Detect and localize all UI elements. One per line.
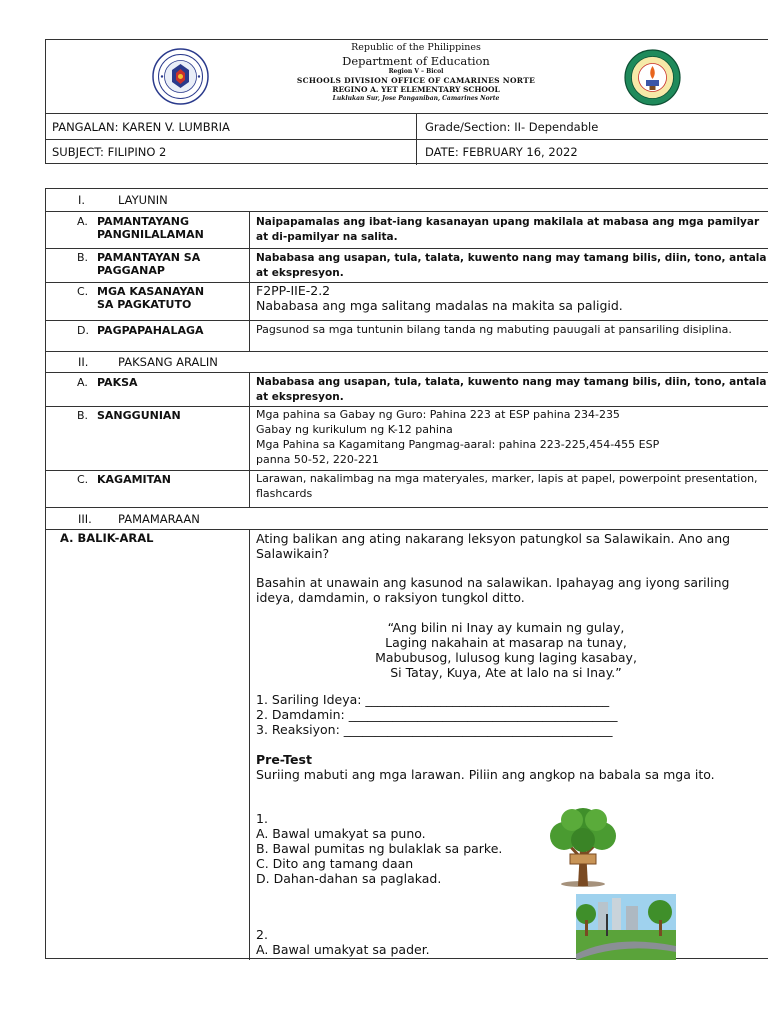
name-grade-row <box>46 114 768 140</box>
school-header <box>45 39 768 164</box>
item-number: 1. <box>256 811 268 826</box>
competency-text: Nababasa ang mga salitang madalas na makita sa paligid. <box>256 298 623 313</box>
section-layunin-heading: I. LAYUNIN <box>78 193 168 207</box>
balik-aral-instruction: Basahin at unawain ang kasunod na salawikan. Ipahayag ang iyong sariling ideya, damdamin, o raksiyon tungkol ditto. <box>256 575 730 605</box>
poem-line: Laging nakahain at masarap na tunay, <box>385 635 627 650</box>
pretest-item-1 <box>256 811 556 886</box>
row-divider <box>46 372 768 373</box>
value-mga-kasanayan <box>256 283 768 313</box>
question-reaksiyon: 3. Reaksiyon: ___________________________________________ <box>256 722 613 737</box>
pretest-item-2 <box>256 927 556 957</box>
row-divider <box>46 529 768 530</box>
row-divider <box>46 248 768 249</box>
region-line: Region V – Bicol <box>388 68 444 75</box>
deped-seal-icon <box>152 48 209 105</box>
park-picture <box>576 894 676 960</box>
section-pamamaraan-heading: III. PAMAMARAAN <box>78 512 200 526</box>
column-divider <box>249 211 250 351</box>
reference-line: Gabay ng kurikulum ng K-12 pahina <box>256 423 453 436</box>
label-balik-aral: A. BALIK-ARAL <box>60 531 154 545</box>
poem-line: Mabubusog, lulusog kung laging kasabay, <box>375 650 637 665</box>
balik-aral-intro: Ating balikan ang ating nakarang leksyon patungkol sa Salawikain. Ano ang Salawikain? <box>256 531 731 561</box>
label-pamantayan-sa-pagganap: B. PAMANTAYAN SA PAGGANAP <box>77 251 201 277</box>
value-kagamitan: Larawan, nakalimbag na mga materyales, marker, lapis at papel, powerpoint presentation, flashcards <box>256 472 758 500</box>
lesson-plan-table <box>45 188 768 959</box>
row-divider <box>46 507 768 508</box>
reflection-questions <box>256 692 768 737</box>
republic-line: Republic of the Philippines <box>351 42 481 53</box>
label-kagamitan: C. KAGAMITAN <box>77 473 171 486</box>
value-pamantayan-sa-pagganap: Nababasa ang usapan, tula, talata, kuwento nang may tamang bilis, diin, tono, antala at ekspresyon. <box>256 252 767 279</box>
salawikain-poem <box>256 620 756 680</box>
department-line: Department of Education <box>342 54 490 68</box>
reference-line: panna 50-52, 220-221 <box>256 453 379 466</box>
row-divider <box>46 351 768 352</box>
column-divider <box>416 139 417 165</box>
competency-code: F2PP-IIE-2.2 <box>256 283 331 298</box>
letterhead <box>46 40 768 114</box>
value-pamantayang-pangnilalaman: Naipapamalas ang ibat-iang kasanayan upang makilala at mabasa ang mga pamilyar at di-pamilyar na salita. <box>256 216 760 243</box>
row-divider <box>46 320 768 321</box>
student-name: PANGALAN: KAREN V. LUMBRIA <box>52 120 230 134</box>
poem-line: Si Tatay, Kuya, Ate at lalo na si Inay.” <box>390 665 622 680</box>
subject: SUBJECT: FILIPINO 2 <box>52 145 167 159</box>
pretest-instruction: Suriing mabuti ang mga larawan. Piliin ang angkop na babala sa mga ito. <box>256 767 715 782</box>
reference-line: Mga pahina sa Gabay ng Guro: Pahina 223 at ESP pahina 234-235 <box>256 408 620 421</box>
column-divider <box>249 529 250 960</box>
choice: D. Dahan-dahan sa paglakad. <box>256 871 442 886</box>
reference-line: Mga Pahina sa Kagamitang Pangmag-aaral: pahina 223-225,454-455 ESP <box>256 438 660 451</box>
question-damdamin: 2. Damdamin: ___________________________________________ <box>256 707 618 722</box>
division-line: SCHOOLS DIVISION OFFICE OF CAMARINES NORTE <box>296 76 536 85</box>
school-seal-icon <box>624 49 681 106</box>
item-number: 2. <box>256 927 268 942</box>
section-paksang-aralin-heading: II. PAKSANG ARALIN <box>78 355 218 369</box>
label-paksa: A. PAKSA <box>77 376 138 389</box>
choice: A. Bawal umakyat sa puno. <box>256 826 426 841</box>
row-divider <box>46 211 768 212</box>
pretest-title: Pre-Test <box>256 752 312 767</box>
grade-section: Grade/Section: II- Dependable <box>425 120 599 134</box>
date: DATE: FEBRUARY 16, 2022 <box>425 145 578 159</box>
value-pagpapahalaga: Pagsunod sa mga tuntunin bilang tanda ng mabuting pauugali at pansariling disiplina. <box>256 323 732 336</box>
label-sanggunian: B. SANGGUNIAN <box>77 409 181 422</box>
value-sanggunian <box>256 407 768 467</box>
letterhead-text <box>206 42 626 103</box>
value-paksa: Nababasa ang usapan, tula, talata, kuwento nang may tamang bilis, diin, tono, antala at ekspresyon. <box>256 376 767 403</box>
column-divider <box>249 372 250 507</box>
poem-line: “Ang bilin ni Inay ay kumain ng gulay, <box>387 620 625 635</box>
school-line: REGINO A. YET ELEMENTARY SCHOOL <box>332 85 500 94</box>
column-divider <box>416 114 417 139</box>
label-pamantayang-pangnilalaman: A. PAMANTAYANG PANGNILALAMAN <box>77 215 204 241</box>
question-sariling-ideya: 1. Sariling Ideya: _______________________________________ <box>256 692 610 707</box>
choice: C. Dito ang tamang daan <box>256 856 414 871</box>
address-line: Luklukan Sur, Jose Panganiban, Camarines Norte <box>332 95 500 102</box>
tree-picture <box>538 804 628 888</box>
choice: B. Bawal pumitas ng bulaklak sa parke. <box>256 841 503 856</box>
label-mga-kasanayan: C. MGA KASANAYAN SA PAGKATUTO <box>77 285 205 311</box>
label-pagpapahalaga: D. PAGPAPAHALAGA <box>77 324 204 337</box>
choice: A. Bawal umakyat sa pader. <box>256 942 430 957</box>
subject-date-row <box>46 139 768 165</box>
